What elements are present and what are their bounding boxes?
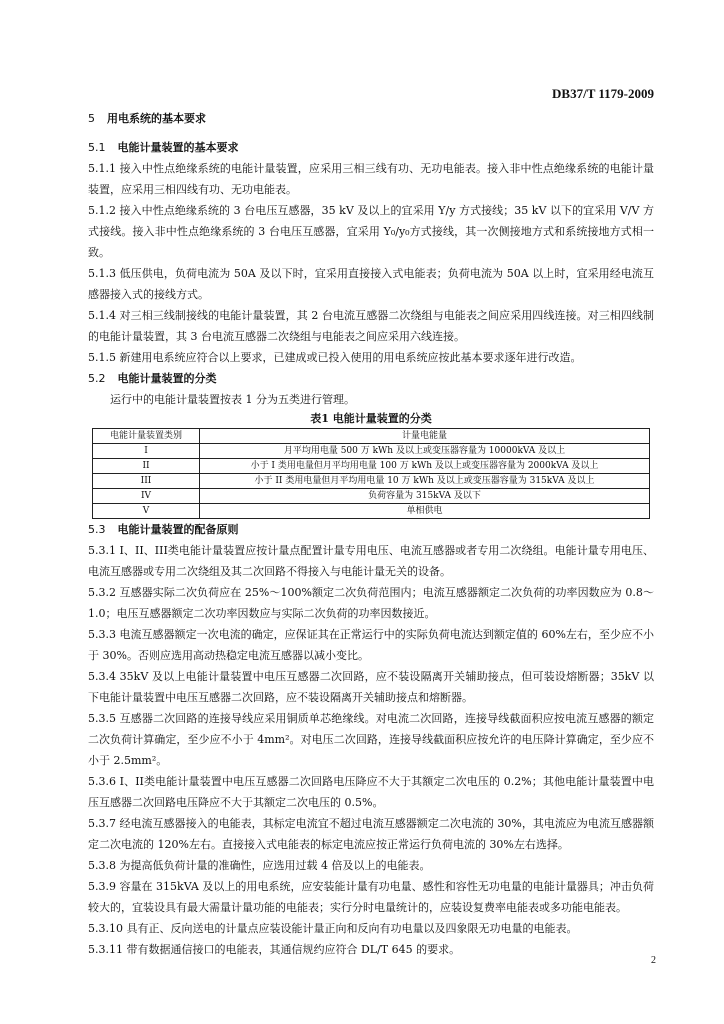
section-title: 电能计量装置的分类: [117, 372, 217, 385]
table-cell-description: 单相供电: [200, 504, 650, 519]
document-body: [88, 108, 654, 960]
section-number: 5.3: [88, 523, 106, 536]
classification-table: [92, 428, 650, 519]
section-title: 电能计量装置的配备原则: [117, 523, 239, 536]
table-cell-category: V: [93, 504, 200, 519]
table-cell-category: II: [93, 459, 200, 474]
table-cell-description: 小于 II 类用电量但月平均用电量 10 万 kWh 及以上或变压器容量为 315kVA 及以上: [200, 474, 650, 489]
clause-5-3-8: 5.3.8 为提高低负荷计量的准确性，应选用过载 4 倍及以上的电能表。: [88, 859, 431, 872]
document-code: DB37/T 1179-2009: [552, 86, 654, 101]
table-cell-category: IV: [93, 489, 200, 504]
table-header-cell: 计量电能量: [200, 429, 650, 444]
clause-5-3-5: 5.3.5 互感器二次回路的连接导线应采用铜质单芯绝缘线。对电流二次回路，连接导线截面积应按电流互感器的额定二次负荷计算确定，至少应不小于 4mm²。对电压二次回路，连接导线截面积应按允许的电压降计算确定，至少应不小于 2.5mm²。: [88, 712, 654, 767]
section-number: 5.1: [88, 141, 106, 154]
clause-5-3-4: 5.3.4 35kV 及以上电能计量装置中电压互感器二次回路，应不装设隔离开关辅助接点，但可装设熔断器；35kV 以下电能计量装置中电压互感器二次回路，应不装设隔离开关辅助接点和熔断器。: [88, 670, 654, 704]
section-number: 5: [88, 112, 95, 125]
clause-5-1-5: 5.1.5 新建用电系统应符合以上要求，已建成或已投入使用的用电系统应按此基本要求逐年进行改造。: [88, 351, 582, 364]
table-row: [93, 459, 650, 474]
clause-5-3-1: 5.3.1 I、II、III类电能计量装置应按计量点配置计量专用电压、电流互感器或者专用二次绕组。电能计量专用电压、电流互感器或专用二次绕组及其二次回路不得接入与电能计量无关的设备。: [88, 544, 654, 578]
section-title: 电能计量装置的基本要求: [117, 141, 239, 154]
clause-5-3-10: 5.3.10 具有正、反向送电的计量点应装设能计量正向和反向有功电量以及四象限无功电量的电能表。: [88, 922, 578, 935]
section-title: 用电系统的基本要求: [107, 112, 206, 125]
clause-5-3-11: 5.3.11 带有数据通信接口的电能表，其通信规约应符合 DL/T 645 的要求。: [88, 943, 461, 956]
clause-5-1-2: 5.1.2 接入中性点绝缘系统的 3 台电压互感器，35 kV 及以上的宜采用 Y/y 方式接线；35 kV 以下的宜采用 V/V 方式接线。接入非中性点绝缘系统的 3 台电压互感器，宜采用 Y₀/y₀方式接线，其一次侧接地方式和系统接地方式相一致。: [88, 204, 654, 259]
table-row: [93, 444, 650, 459]
clause-5-1-3: 5.1.3 低压供电，负荷电流为 50A 及以下时，宜采用直接接入式电能表；负荷电流为 50A 以上时，宜采用经电流互感器接入式的接线方式。: [88, 267, 654, 301]
table-cell-category: III: [93, 474, 200, 489]
section-5-3-heading: [88, 519, 654, 540]
table-header-row: [93, 429, 650, 444]
section-5-heading: [88, 108, 654, 129]
table-header-cell: 电能计量装置类别: [93, 429, 200, 444]
clause-5-3-6: 5.3.6 I、II类电能计量装置中电压互感器二次回路电压降应不大于其额定二次电压的 0.2%；其他电能计量装置中电压互感器二次回路电压降应不大于其额定二次电压的 0.5%。: [88, 775, 654, 809]
table-cell-category: I: [93, 444, 200, 459]
table-cell-description: 月平均用电量 500 万 kWh 及以上或变压器容量为 10000kVA 及以上: [200, 444, 650, 459]
table-cell-description: 小于 I 类用电量但月平均用电量 100 万 kWh 及以上或变压器容量为 2000kVA 及以上: [200, 459, 650, 474]
section-number: 5.2: [88, 372, 106, 385]
clause-5-3-3: 5.3.3 电流互感器额定一次电流的确定，应保证其在正常运行中的实际负荷电流达到额定值的 60%左右，至少应不小于 30%。否则应选用高动热稳定电流互感器以减小变比。: [88, 628, 654, 662]
clause-5-3-7: 5.3.7 经电流互感器接入的电能表，其标定电流宜不超过电流互感器额定二次电流的 30%，其电流应为电流互感器额定二次电流的 120%左右。直接接入式电能表的标定电流应按正常运行负荷电流的 30%左右选择。: [88, 817, 654, 851]
page-number: 2: [651, 955, 656, 966]
clause-5-3-2: 5.3.2 互感器实际二次负荷应在 25%～100%额定二次负荷范围内；电流互感器额定二次负荷的功率因数应为 0.8～1.0；电压互感器额定二次功率因数应与实际二次负荷的功率因数接近。: [88, 586, 654, 620]
table-title: 表1 电能计量装置的分类: [310, 412, 432, 425]
table-row: [93, 474, 650, 489]
section-5-1-heading: [88, 137, 654, 158]
section-5-2-heading: [88, 368, 654, 389]
table-row: [93, 504, 650, 519]
clause-5-3-9: 5.3.9 容量在 315kVA 及以上的用电系统，应安装能计量有功电量、感性和容性无功电量的电能计量器具；冲击负荷较大的，宜装设具有最大需量计量功能的电能表；实行分时电量统计的，应装设复费率电能表或多功能电能表。: [88, 880, 654, 914]
table-cell-description: 负荷容量为 315kVA 及以下: [200, 489, 650, 504]
classification-intro: 运行中的电能计量装置按表 1 分为五类进行管理。: [110, 393, 355, 406]
table-row: [93, 489, 650, 504]
clause-5-1-1: 5.1.1 接入中性点绝缘系统的电能计量装置，应采用三相三线有功、无功电能表。接入非中性点绝缘系统的电能计量装置，应采用三相四线有功、无功电能表。: [88, 162, 654, 196]
clause-5-1-4: 5.1.4 对三相三线制接线的电能计量装置，其 2 台电流互感器二次绕组与电能表之间应采用四线连接。对三相四线制的电能计量装置，其 3 台电流互感器二次绕组与电能表之间应采用六线连接。: [88, 309, 654, 343]
